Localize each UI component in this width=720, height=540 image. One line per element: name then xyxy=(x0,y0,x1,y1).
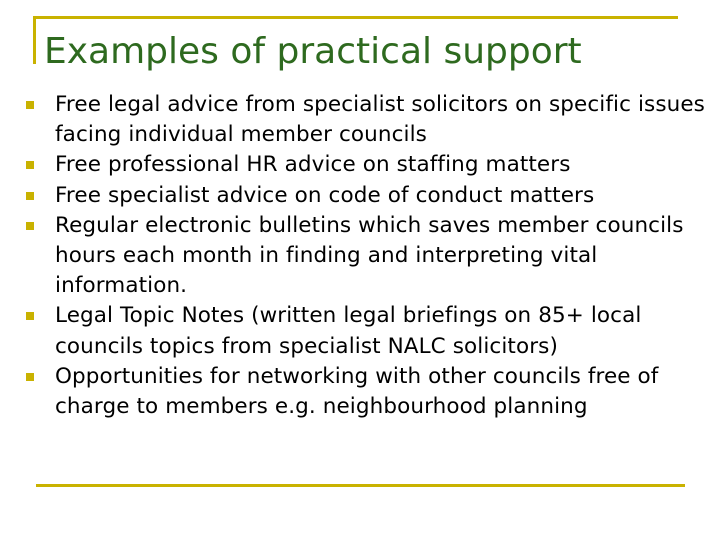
frame-left-rule xyxy=(33,16,36,64)
bullet-item xyxy=(0,90,720,150)
bullet-item xyxy=(0,211,720,302)
bullet-text: Regular electronic bulletins which saves member councils hours each month in finding and interpreting vital information. xyxy=(55,212,684,299)
square-bullet-icon xyxy=(26,101,34,109)
bullet-item xyxy=(0,181,720,211)
bullet-list xyxy=(0,90,720,422)
frame-top-rule xyxy=(33,16,678,19)
bullet-text: Free specialist advice on code of conduct matters xyxy=(55,182,595,208)
frame-bottom-rule xyxy=(36,484,685,487)
bullet-item xyxy=(0,150,720,180)
slide-title: Examples of practical support xyxy=(44,31,582,72)
bullet-text: Free legal advice from specialist solicitors on specific issues facing individual member councils xyxy=(55,92,705,148)
square-bullet-icon xyxy=(26,312,34,320)
bullet-text: Legal Topic Notes (written legal briefings on 85+ local councils topics from specialist NALC solicitors) xyxy=(55,303,642,359)
square-bullet-icon xyxy=(26,222,34,230)
bullet-item xyxy=(0,362,720,422)
square-bullet-icon xyxy=(26,192,34,200)
bullet-text: Free professional HR advice on staffing matters xyxy=(55,152,571,178)
bullet-text: Opportunities for networking with other councils free of charge to members e.g. neighbourhood planning xyxy=(55,363,659,420)
square-bullet-icon xyxy=(26,161,34,169)
bullet-item xyxy=(0,301,720,361)
square-bullet-icon xyxy=(26,373,34,381)
